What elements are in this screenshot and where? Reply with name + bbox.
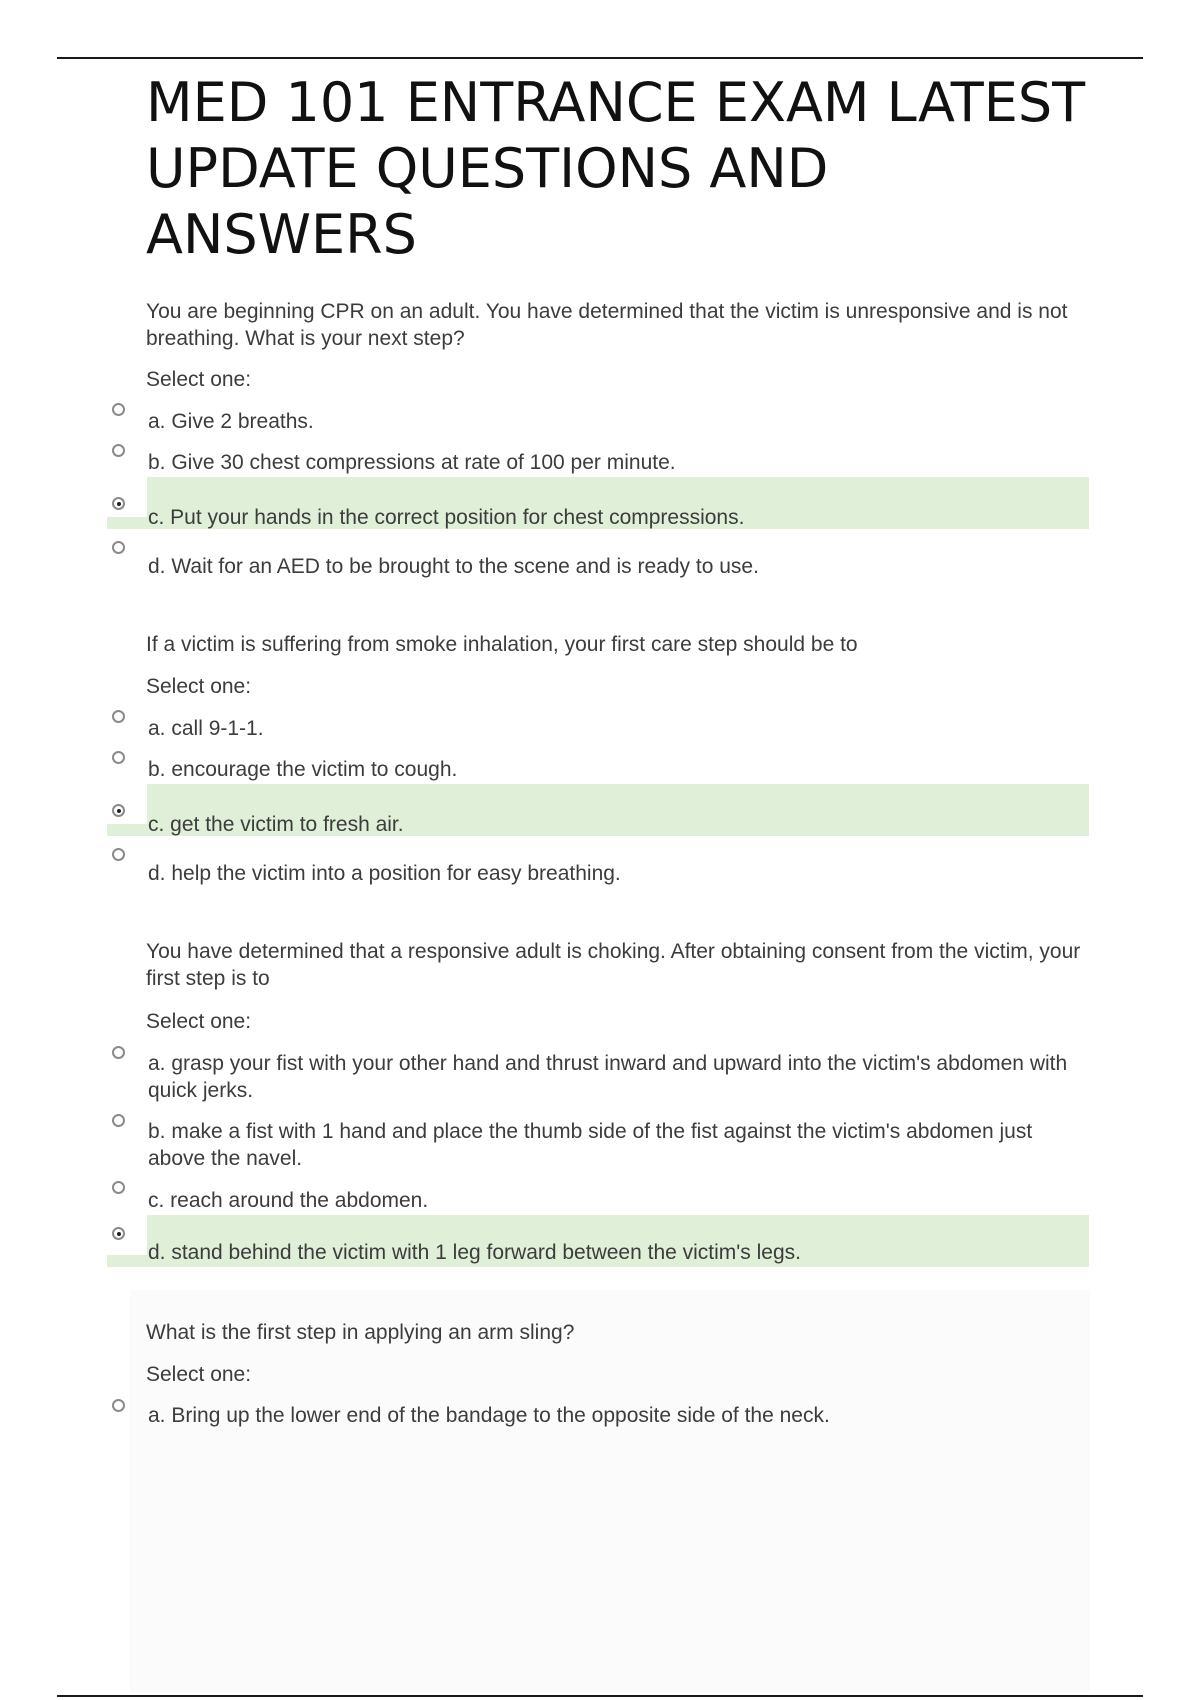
q1-option-d[interactable]: d. Wait for an AED to be brought to the scene and is ready to use.	[148, 555, 759, 578]
q4-option-a[interactable]: a. Bring up the lower end of the bandage to the opposite side of the neck.	[148, 1404, 830, 1427]
q3-option-c[interactable]: c. reach around the abdomen.	[148, 1189, 429, 1212]
question-4-prompt: Select one:	[146, 1363, 252, 1386]
q2-option-a[interactable]: a. call 9-1-1.	[148, 717, 264, 740]
question-3-text: You have determined that a responsive adult is choking. After obtaining consent from the victim, your first step is to	[146, 940, 1081, 990]
page-title: MED 101 ENTRANCE EXAM LATEST UPDATE QUESTIONS AND ANSWERS	[146, 71, 1086, 266]
q3-option-d[interactable]: d. stand behind the victim with 1 leg forward between the victim's legs.	[148, 1241, 801, 1264]
question-2-prompt: Select one:	[146, 675, 252, 698]
q3-option-d-radio[interactable]	[112, 1227, 125, 1240]
q3-option-b-radio[interactable]	[112, 1114, 125, 1127]
question-1-text: You are beginning CPR on an adult. You have determined that the victim is unresponsive and is not breathing. What is your next step?	[146, 300, 1068, 350]
q1-option-c-radio[interactable]	[112, 497, 125, 510]
q3-option-a[interactable]: a. grasp your fist with your other hand and thrust inward and upward into the victim's abdomen with quick jerks.	[148, 1052, 1068, 1102]
question-4-text: What is the first step in applying an arm sling?	[146, 1321, 575, 1344]
q2-option-d[interactable]: d. help the victim into a position for easy breathing.	[148, 862, 621, 885]
q4-option-a-radio[interactable]	[112, 1399, 125, 1412]
question-2-text: If a victim is suffering from smoke inhalation, your first care step should be to	[146, 633, 858, 656]
q1-option-c[interactable]: c. Put your hands in the correct position for chest compressions.	[148, 506, 745, 529]
q2-option-c-radio[interactable]	[112, 804, 125, 817]
question-3-prompt: Select one:	[146, 1010, 252, 1033]
q1-option-d-radio[interactable]	[112, 541, 125, 554]
q2-option-b[interactable]: b. encourage the victim to cough.	[148, 758, 458, 781]
q2-option-c[interactable]: c. get the victim to fresh air.	[148, 813, 404, 836]
q2-option-a-radio[interactable]	[112, 710, 125, 723]
q2-option-d-radio[interactable]	[112, 848, 125, 861]
q1-option-a[interactable]: a. Give 2 breaths.	[148, 410, 314, 433]
q3-option-c-radio[interactable]	[112, 1181, 125, 1194]
page-background-panel	[130, 1290, 1090, 1692]
q1-option-a-radio[interactable]	[112, 403, 125, 416]
question-1-prompt: Select one:	[146, 368, 252, 391]
q3-option-a-radio[interactable]	[112, 1046, 125, 1059]
q1-option-b[interactable]: b. Give 30 chest compressions at rate of 100 per minute.	[148, 451, 676, 474]
q1-option-b-radio[interactable]	[112, 444, 125, 457]
top-rule	[57, 57, 1143, 59]
q2-option-b-radio[interactable]	[112, 751, 125, 764]
bottom-rule	[57, 1695, 1143, 1697]
q3-option-b[interactable]: b. make a fist with 1 hand and place the thumb side of the fist against the victim's abdomen just above the navel.	[148, 1120, 1033, 1170]
